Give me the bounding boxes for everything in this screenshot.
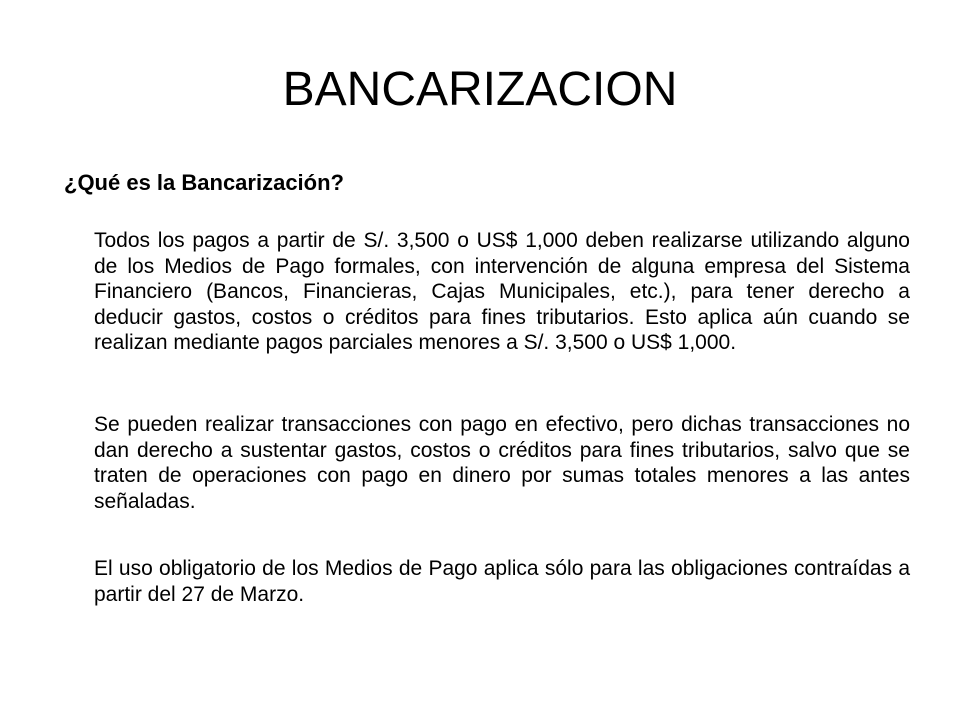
slide-title: BANCARIZACION [282, 63, 678, 116]
slide-subtitle: ¿Qué es la Bancarización? [64, 170, 344, 195]
paragraph-bancarizacion-definition: Todos los pagos a partir de S/. 3,500 o US$ 1,000 deben realizarse utilizando alguno de los Medios de Pago formales, con intervención de alguna empresa del Sistema Financiero (Bancos, Financieras, Cajas Municipales, etc.), para tener derecho a deducir gastos, costos o créditos para fines tributarios. Esto aplica aún cuando se realizan mediante pagos parciales menores a S/. 3,500 o US$ 1,000. [94, 229, 910, 354]
paragraph-obligation-date: El uso obligatorio de los Medios de Pago aplica sólo para las obligaciones contraídas a partir del 27 de Marzo. [94, 557, 910, 606]
paragraph-cash-payments: Se pueden realizar transacciones con pago en efectivo, pero dichas transacciones no dan derecho a sustentar gastos, costos o créditos para fines tributarios, salvo que se traten de operaciones con pago en dinero por sumas totales menores a las antes señaladas. [94, 413, 910, 513]
